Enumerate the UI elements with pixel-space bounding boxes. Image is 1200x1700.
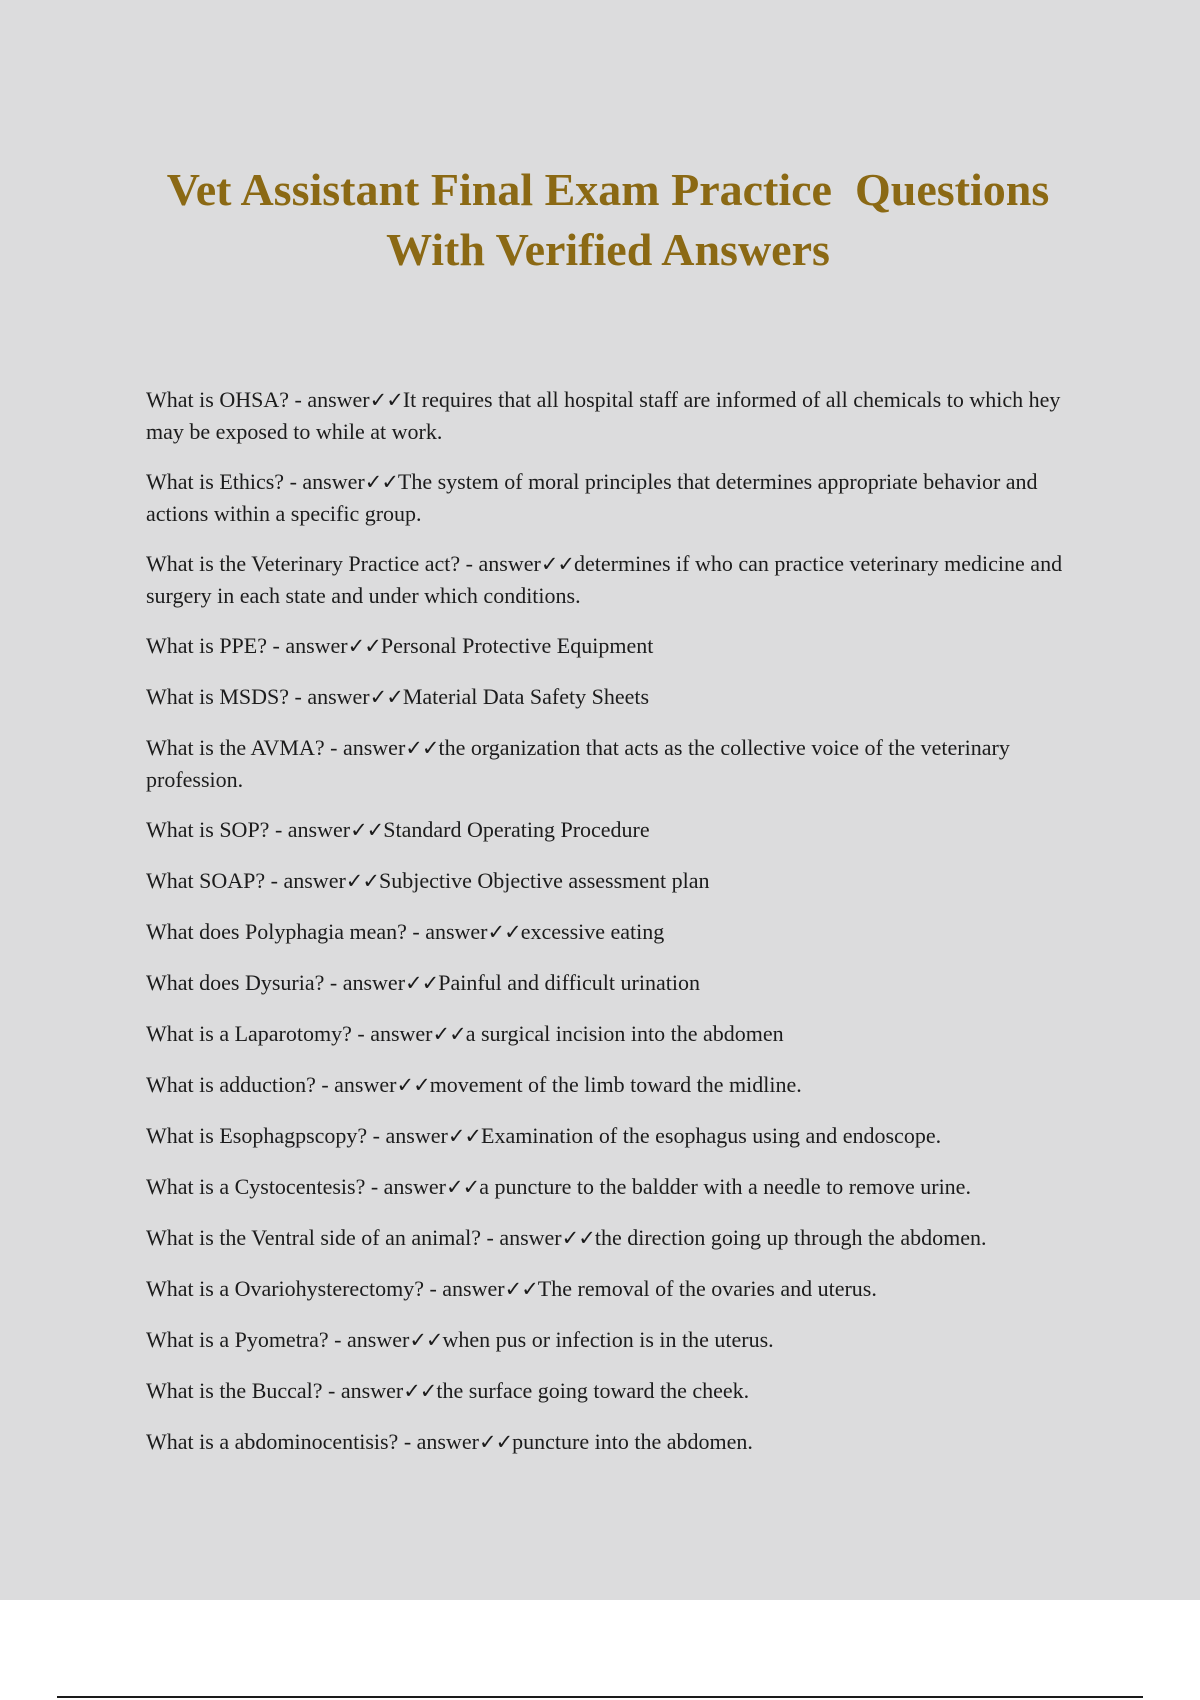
qa-item <box>146 1069 1091 1101</box>
qa-item <box>146 1018 1091 1050</box>
double-check-icon: ✓✓ <box>403 1379 437 1403</box>
double-check-icon: ✓✓ <box>405 971 439 995</box>
qa-item <box>146 630 1091 662</box>
answer-label: answer <box>307 684 370 709</box>
answer-text: when pus or infection is in the uterus. <box>442 1327 774 1352</box>
qa-item <box>146 732 1091 795</box>
answer-label: answer <box>499 1225 562 1250</box>
question-text: What is a Laparotomy? - <box>146 1021 371 1046</box>
question-text: What is the Buccal? - <box>146 1378 341 1403</box>
double-check-icon: ✓✓ <box>432 1022 466 1046</box>
answer-label: answer <box>307 387 370 412</box>
answer-label: answer <box>385 1123 448 1148</box>
qa-item <box>146 1375 1091 1407</box>
page-footer-area <box>0 1600 1200 1700</box>
double-check-icon: ✓✓ <box>409 1328 443 1352</box>
footer-divider <box>57 1696 1143 1698</box>
answer-text: The system of moral principles that determines appropriate behavior and actions within a specific group. <box>146 469 1038 526</box>
answer-text: Standard Operating Procedure <box>383 817 650 842</box>
double-check-icon: ✓✓ <box>350 818 384 842</box>
answer-label: answer <box>283 868 346 893</box>
answer-text: the organization that acts as the collective voice of the veterinary profession. <box>146 735 1010 792</box>
question-text: What does Polyphagia mean? - <box>146 919 426 944</box>
question-text: What is MSDS? - <box>146 684 308 709</box>
double-check-icon: ✓✓ <box>504 1277 538 1301</box>
question-text: What is the Veterinary Practice act? - <box>146 551 479 576</box>
qa-item <box>146 1222 1091 1254</box>
question-text: What is PPE? - <box>146 633 286 658</box>
answer-label: answer <box>340 1378 404 1403</box>
title-line-1: Vet Assistant Final Exam Practice Questions <box>166 164 1050 215</box>
question-text: What is Esophagpscopy? - <box>146 1123 386 1148</box>
double-check-icon: ✓✓ <box>478 1430 513 1454</box>
question-text: What is a Ovariohysterectomy? - <box>146 1276 443 1301</box>
answer-label: answer <box>334 1072 397 1097</box>
answer-text: determines if who can practice veterinary medicine and surgery in each state and under which conditions. <box>146 551 1063 608</box>
question-text: What is OHSA? - <box>146 387 308 412</box>
qa-item <box>146 1120 1091 1152</box>
qa-item <box>146 466 1091 529</box>
answer-text: a puncture to the baldder with a needle to remove urine. <box>479 1174 971 1199</box>
answer-text: Painful and difficult urination <box>438 970 700 995</box>
qa-item <box>146 1273 1091 1305</box>
double-check-icon: ✓✓ <box>561 1226 595 1250</box>
qa-item <box>146 1324 1091 1356</box>
qa-item <box>146 548 1091 611</box>
title-line-2: With Verified Answers <box>386 224 830 275</box>
answer-label: answer <box>342 735 406 760</box>
double-check-icon: ✓✓ <box>364 470 398 494</box>
answer-text: Personal Protective Equipment <box>380 633 654 658</box>
answer-label: answer <box>416 1429 479 1454</box>
answer-text: a surgical incision into the abdomen <box>465 1021 784 1046</box>
answer-label: answer <box>425 919 488 944</box>
answer-text: puncture into the abdomen. <box>512 1429 753 1454</box>
question-answer-list <box>146 384 1091 1477</box>
answer-text: The removal of the ovaries and uterus. <box>537 1276 877 1301</box>
qa-item <box>146 916 1091 948</box>
title-block <box>128 160 1088 300</box>
answer-text: excessive eating <box>520 919 665 944</box>
qa-item <box>146 1171 1091 1203</box>
question-text: What is a Pyometra? - <box>146 1327 347 1352</box>
question-text: What SOAP? - <box>146 868 284 893</box>
qa-item <box>146 1426 1091 1458</box>
double-check-icon: ✓✓ <box>445 1175 480 1199</box>
answer-text: Examination of the esophagus using and endoscope. <box>481 1123 942 1148</box>
answer-label: answer <box>478 551 541 576</box>
double-check-icon: ✓✓ <box>540 552 575 576</box>
question-text: What is a abdominocentisis? - <box>146 1429 417 1454</box>
answer-label: answer <box>383 1174 446 1199</box>
question-text: What is adduction? - <box>146 1072 335 1097</box>
qa-item <box>146 681 1091 713</box>
answer-text: Material Data Safety Sheets <box>402 684 650 709</box>
question-text: What is the AVMA? - <box>146 735 343 760</box>
qa-item <box>146 967 1091 999</box>
double-check-icon: ✓✓ <box>487 920 521 944</box>
answer-text: Subjective Objective assessment plan <box>379 868 710 893</box>
answer-label: answer <box>442 1276 505 1301</box>
answer-text: It requires that all hospital staff are informed of all chemicals to which hey may be exposed to while at work. <box>146 387 1061 444</box>
question-text: What is a Cystocentesis? - <box>146 1174 384 1199</box>
double-check-icon: ✓✓ <box>396 1073 430 1097</box>
question-text: What is the Ventral side of an animal? - <box>146 1225 500 1250</box>
answer-label: answer <box>287 817 351 842</box>
qa-item <box>146 384 1091 447</box>
double-check-icon: ✓✓ <box>369 388 403 412</box>
answer-label: answer <box>347 1327 410 1352</box>
answer-text: the surface going toward the cheek. <box>436 1378 750 1403</box>
question-text: What does Dysuria? - <box>146 970 343 995</box>
document-title <box>128 160 1088 280</box>
answer-label: answer <box>370 1021 433 1046</box>
answer-text: the direction going up through the abdomen. <box>594 1225 987 1250</box>
question-text: What is SOP? - <box>146 817 288 842</box>
double-check-icon: ✓✓ <box>405 736 439 760</box>
double-check-icon: ✓✓ <box>345 869 379 893</box>
answer-text: movement of the limb toward the midline. <box>429 1072 802 1097</box>
question-text: What is Ethics? - <box>146 469 303 494</box>
double-check-icon: ✓✓ <box>447 1124 482 1148</box>
double-check-icon: ✓✓ <box>369 685 403 709</box>
qa-item <box>146 814 1091 846</box>
answer-label: answer <box>285 633 348 658</box>
answer-label: answer <box>302 469 365 494</box>
qa-item <box>146 865 1091 897</box>
answer-label: answer <box>342 970 406 995</box>
double-check-icon: ✓✓ <box>347 634 381 658</box>
